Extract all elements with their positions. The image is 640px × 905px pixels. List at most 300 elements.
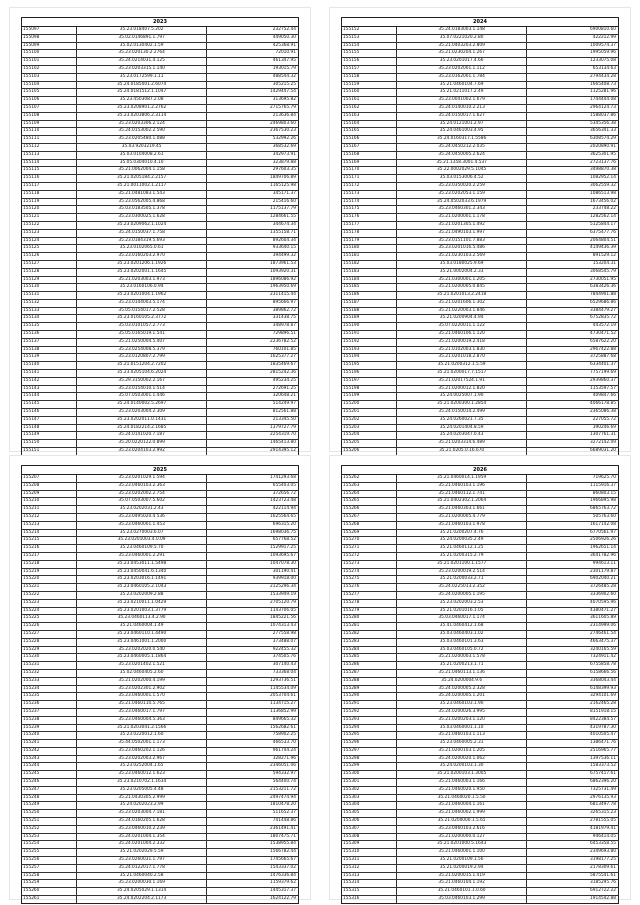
table-row — [342, 865, 618, 873]
table-row — [22, 339, 298, 347]
table-row — [342, 230, 618, 238]
amount-cell: 3068545.79 — [590, 268, 616, 274]
code-cell: 35.23.0270003.6.07 — [77, 530, 207, 537]
amount-cell: 1625564.65 — [270, 513, 296, 519]
row-id-cell: 155105 — [22, 89, 77, 96]
code-cell: 35.24.0203047.0.43 — [397, 432, 527, 439]
amount-cell: 1583373.52 — [590, 763, 616, 769]
row-id-cell: 155131 — [22, 292, 77, 299]
row-id-cell: 155309 — [342, 841, 397, 848]
code-cell: 35.24.0201404.8.59 — [397, 425, 527, 432]
row-id-cell: 155289 — [342, 686, 397, 693]
amount-cell: 213636.84 — [272, 112, 296, 118]
amount-cell: 323879.88 — [272, 159, 296, 165]
row-id-cell: 155316 — [342, 896, 397, 903]
code-cell: 35.21.0151204.2.7202 — [77, 362, 207, 369]
amount-cell: 422114.94 — [272, 506, 296, 512]
table-row — [22, 58, 298, 66]
row-id-cell: 155183 — [342, 269, 397, 276]
amount-cell: 301190.41 — [272, 568, 296, 574]
table-row — [22, 537, 298, 545]
row-id-cell: 155243 — [22, 756, 77, 763]
amount-cell: 1566782.44 — [270, 849, 296, 855]
table-row — [22, 576, 298, 584]
table-row — [22, 175, 298, 183]
code-cell: 35.21.0460104.7.69 — [397, 82, 527, 89]
code-cell: 35.24.0122017.1.778 — [77, 865, 207, 872]
row-id-cell: 155300 — [342, 771, 397, 778]
table-row — [342, 553, 618, 561]
amount-cell: 8151918.15 — [590, 708, 616, 714]
row-id-cell: 155302 — [342, 787, 397, 794]
amount-cell: 2939860.37 — [590, 377, 616, 383]
amount-cell: 6375477.76 — [590, 229, 616, 235]
table-row — [342, 425, 618, 433]
row-id-cell: 155106 — [22, 97, 77, 104]
code-cell: 35.21.0460106.1.120 — [397, 331, 527, 338]
code-cell: 35.23.0204103.2.992 — [77, 448, 207, 455]
amount-cell: 1744444.08 — [590, 97, 616, 103]
table-row — [22, 530, 298, 538]
amount-cell: 1624122.79 — [270, 896, 296, 902]
row-id-cell: 155099 — [22, 43, 77, 50]
row-id-cell: 155271 — [342, 545, 397, 552]
row-id-cell: 155178 — [342, 230, 397, 237]
amount-cell: 1379727.79 — [270, 424, 296, 430]
data-table — [341, 17, 619, 456]
code-cell: 35.23.0210011.1.0429 — [77, 600, 207, 607]
amount-cell: 215416.60 — [272, 198, 296, 204]
table-row — [22, 315, 298, 323]
table-row — [22, 779, 298, 787]
row-id-cell: 155194 — [342, 354, 397, 361]
table-row — [22, 631, 298, 639]
code-cell: 35.24.0225013.2.352 — [397, 584, 527, 591]
code-cell: 35.21.0201013.2.2418 — [397, 292, 527, 299]
amount-cell: 213345.50 — [272, 416, 296, 422]
amount-cell: 305215.25 — [272, 81, 296, 87]
row-id-cell: 155254 — [22, 841, 77, 848]
row-id-cell: 155181 — [342, 253, 397, 260]
code-cell: 35.21.0403203.2.809 — [397, 43, 527, 50]
row-id-cell: 155215 — [22, 537, 77, 544]
amount-cell: 2125296.34 — [270, 584, 296, 590]
table-row — [22, 763, 298, 771]
amount-cell: 232752.44 — [272, 27, 296, 32]
table-row — [342, 810, 618, 818]
code-cell: 35.23.0220012.1.60 — [77, 732, 207, 739]
table-row — [342, 662, 618, 670]
row-id-cell: 155138 — [22, 347, 77, 354]
amount-cell: 1617142.08 — [590, 521, 616, 527]
code-cell: 35.21.0460004.1.49 — [77, 623, 207, 630]
row-id-cell: 155207 — [22, 475, 77, 482]
amount-cell: 505763.60 — [592, 513, 616, 519]
row-id-cell: 155185 — [342, 284, 397, 291]
table-row — [342, 725, 618, 733]
row-id-cell: 155209 — [22, 491, 77, 498]
code-cell: 35.24.0121001.2.97 — [397, 121, 527, 128]
amount-cell: 729896.51 — [272, 331, 296, 337]
code-cell: 35.05.0154017.2.528 — [77, 308, 207, 315]
amount-cell: 3185295.76 — [590, 880, 616, 886]
table-row — [342, 576, 618, 584]
amount-cell: 891529.12 — [592, 253, 616, 259]
amount-cell: 1093920.31 — [270, 268, 296, 274]
table-row — [342, 128, 618, 136]
code-cell: 35.21.0460103.1.978 — [397, 522, 527, 529]
row-id-cell: 155225 — [22, 615, 77, 622]
row-id-cell: 155272 — [342, 553, 397, 560]
code-cell: 35.23.0201003.4.0.09 — [77, 537, 207, 544]
table-row — [342, 214, 618, 222]
code-cell: 35.21.0200103.1.3005 — [397, 771, 527, 778]
table-row — [342, 545, 618, 553]
amount-cell: 892604.34 — [272, 237, 296, 243]
amount-cell: 1145534.09 — [270, 685, 296, 691]
table-row — [22, 35, 298, 43]
table-row — [342, 600, 618, 608]
amount-cell: 227055.72 — [592, 416, 616, 422]
row-id-cell: 155246 — [22, 779, 77, 786]
row-id-cell: 155297 — [342, 748, 397, 755]
table-row — [22, 826, 298, 834]
amount-cell: 6813497.78 — [590, 802, 616, 808]
amount-cell: 946414.05 — [592, 833, 616, 839]
amount-cell: 4380471.27 — [590, 607, 616, 613]
amount-cell: 6529686.86 — [590, 299, 616, 305]
code-cell: 35.07.0221020.2.80 — [397, 35, 527, 42]
code-cell: 35.23.0201004.1.1962 — [77, 292, 207, 299]
table-row — [342, 253, 618, 261]
row-id-cell: 155198 — [342, 386, 397, 393]
row-id-cell: 155270 — [342, 537, 397, 544]
table-row — [22, 748, 298, 756]
amount-cell: 1175137.79 — [270, 206, 296, 212]
amount-cell: 895666.97 — [272, 299, 296, 305]
amount-cell: 466533.70 — [272, 740, 296, 746]
row-id-cell: 155234 — [22, 686, 77, 693]
table-row — [22, 600, 298, 608]
code-cell: 35.21.0102003.1.830 — [397, 347, 527, 354]
table-row — [342, 491, 618, 499]
row-id-cell: 155229 — [22, 647, 77, 654]
amount-cell: 594332.97 — [272, 771, 296, 777]
code-cell: 35.21.0481083.1.543 — [77, 191, 207, 198]
amount-cell: 2178309.61 — [590, 864, 616, 870]
code-cell: 35.24.0140002.5.2697 — [77, 401, 207, 408]
row-id-cell: 155237 — [22, 709, 77, 716]
amount-cell: 297603.35 — [272, 167, 296, 173]
row-id-cell: 155285 — [342, 654, 397, 661]
row-id-cell: 155248 — [22, 795, 77, 802]
code-cell: 35.23.0205005.4.48 — [77, 787, 207, 794]
table-row — [22, 308, 298, 316]
amount-cell: 1995059.96 — [590, 50, 616, 56]
amount-cell: 2053704.61 — [270, 693, 296, 699]
row-id-cell: 155186 — [342, 292, 397, 299]
code-cell: 35.23.0102065.0.61 — [77, 245, 207, 252]
code-cell: 35.23.0203306.2.124 — [77, 121, 207, 128]
row-id-cell: 155176 — [342, 214, 397, 221]
table-row — [22, 230, 298, 238]
code-cell: 35.07.0220011.1.122 — [397, 323, 527, 330]
code-cell: 35.21.0300001.1.205 — [397, 277, 527, 284]
code-cell: 35.21.0460103.1.196 — [397, 483, 527, 490]
table-row — [22, 144, 298, 152]
amount-cell: 6902040.21 — [590, 576, 616, 582]
table-row — [342, 113, 618, 121]
amount-cell: 1115916.37 — [590, 482, 616, 488]
row-id-cell: 155232 — [22, 670, 77, 677]
amount-cell: 6383426.36 — [590, 284, 616, 290]
amount-cell: 564400.74 — [272, 779, 296, 785]
table-row — [22, 269, 298, 277]
table-row — [22, 678, 298, 686]
row-id-cell: 155144 — [22, 393, 77, 400]
code-cell: 35.03.0183505.1.378 — [77, 206, 207, 213]
code-cell: 35.23.0460110.1.4490 — [77, 631, 207, 638]
row-id-cell: 155167 — [342, 144, 397, 151]
table-row — [22, 771, 298, 779]
table-row — [22, 841, 298, 849]
table-row — [22, 82, 298, 90]
amount-cell: 153204.31 — [592, 260, 616, 266]
amount-cell: 1093695.67 — [270, 552, 296, 558]
row-id-cell: 155265 — [342, 498, 397, 505]
table-row — [22, 654, 298, 662]
table-row — [342, 857, 618, 865]
amount-cell: 3272142.09 — [590, 440, 616, 446]
row-id-cell: 155152 — [342, 27, 397, 34]
row-id-cell: 155214 — [22, 530, 77, 537]
row-id-cell: 155123 — [22, 230, 77, 237]
table-row — [22, 506, 298, 514]
row-id-cell: 155305 — [342, 810, 397, 817]
table-row — [342, 514, 618, 522]
row-id-cell: 155292 — [342, 709, 397, 716]
code-cell: 35.07.0503007.5.602 — [77, 498, 207, 505]
code-cell: 35.21.0460113.1.136 — [397, 670, 527, 677]
table-row — [22, 795, 298, 803]
row-id-cell: 155126 — [22, 253, 77, 260]
amount-cell: 4149436.39 — [590, 245, 616, 251]
amount-cell: 1807475.71 — [270, 833, 296, 839]
table-row — [342, 27, 618, 35]
table-row — [342, 339, 618, 347]
code-cell: 35.05.0165019.1.541 — [77, 331, 207, 338]
table-row — [342, 58, 618, 66]
amount-cell: 1086513.98 — [590, 190, 616, 196]
table-row — [22, 89, 298, 97]
row-id-cell: 155147 — [22, 417, 77, 424]
row-id-cell: 155130 — [22, 284, 77, 291]
code-cell: 35.21.02017524.1.91 — [397, 378, 527, 385]
code-cell: 35.23.0144003.5.174 — [77, 300, 207, 307]
table-row — [342, 315, 618, 323]
table-row — [342, 802, 618, 810]
amount-cell: 5345356.38 — [590, 120, 616, 126]
code-cell: 35.21.0490103.1.997 — [397, 230, 527, 237]
code-cell: 35.21.0460101.1.0.60 — [397, 888, 527, 895]
code-cell: 35.21.0202029.5.59 — [77, 849, 207, 856]
code-cell: 35.23.0041002.1.679 — [397, 97, 527, 104]
row-id-cell: 155223 — [22, 600, 77, 607]
row-id-cell: 155097 — [22, 27, 77, 34]
code-cell: 35.23.0453011.1.5498 — [77, 561, 207, 568]
table-row — [342, 771, 618, 779]
table-row — [22, 514, 298, 522]
amount-cell: 6755858.78 — [590, 662, 616, 668]
row-id-cell: 155125 — [22, 245, 77, 252]
row-id-cell: 155108 — [22, 113, 77, 120]
table-row — [342, 623, 618, 631]
code-cell: 35.21.0200015.1.419 — [397, 873, 527, 880]
row-id-cell: 155228 — [22, 639, 77, 646]
amount-cell: 1963950.69 — [270, 284, 296, 290]
row-id-cell: 155310 — [342, 849, 397, 856]
row-id-cell: 155172 — [342, 183, 397, 190]
code-cell: 35.05.0304010.4.10 — [77, 160, 207, 167]
table-row — [22, 647, 298, 655]
amount-cell: 4663475.37 — [590, 638, 616, 644]
amount-cell: 1125281.96 — [590, 89, 616, 95]
amount-cell: 939918.00 — [272, 576, 296, 582]
code-cell: 35.03.9203219.45 — [77, 144, 207, 151]
amount-cell: 1810478.20 — [270, 802, 296, 808]
code-cell: 35.21.0200203.1.120 — [397, 717, 527, 724]
row-id-cell: 155298 — [342, 756, 397, 763]
code-cell: 35.03.0153006.4.52 — [397, 175, 527, 182]
table-row — [342, 323, 618, 331]
row-id-cell: 155180 — [342, 245, 397, 252]
amount-cell: 2153211.72 — [270, 786, 296, 792]
code-cell: 35.23.0460103.2.363 — [77, 483, 207, 490]
code-cell: 35.21.0460303.1.661 — [397, 506, 527, 513]
table-row — [342, 763, 618, 771]
row-id-cell: 155257 — [22, 865, 77, 872]
row-id-cell: 155134 — [22, 315, 77, 322]
amount-cell: 4010505.47 — [590, 732, 616, 738]
amount-cell: 390246.69 — [592, 424, 616, 430]
amount-cell: 719625.70 — [592, 475, 616, 480]
code-cell: 35.44.0502001.1.173 — [77, 740, 207, 747]
amount-cell: 1284661.55 — [270, 214, 296, 220]
code-cell: 35.21.0205.0.16.670 — [397, 448, 527, 455]
code-cell: 35.21.0200300.1.2854 — [397, 401, 527, 408]
code-cell: 35.24.0202023.2.99 — [77, 802, 207, 809]
code-cell: 35.21.0200033.2.71 — [397, 576, 527, 583]
row-id-cell: 155142 — [22, 378, 77, 385]
code-cell: 35.21.0460003.1.166 — [397, 779, 527, 786]
table-row — [22, 448, 298, 455]
amount-cell: 3336902.60 — [590, 591, 616, 597]
code-cell: 35.23.0201206.1.1926 — [77, 261, 207, 268]
table-row — [22, 717, 298, 725]
amount-cell: 1745665.67 — [270, 857, 296, 863]
row-id-cell: 155112 — [22, 144, 77, 151]
code-cell: 35.21.0460040.2.58 — [77, 873, 207, 880]
code-cell: 35.24.0202204.2.1173 — [77, 896, 207, 903]
amount-cell: 6334401.37 — [590, 362, 616, 368]
amount-cell: 1307761.31 — [590, 432, 616, 438]
row-id-cell: 155132 — [22, 300, 77, 307]
table-row — [22, 206, 298, 214]
row-id-cell: 155242 — [22, 748, 77, 755]
amount-cell: 2346051.06 — [270, 763, 296, 769]
amount-cell: 2301179.87 — [590, 568, 616, 574]
row-id-cell: 155184 — [342, 277, 397, 284]
code-cell: 35.20.0220122.0.899 — [77, 440, 207, 447]
code-cell: 35.24.0183003.1.148 — [397, 27, 527, 34]
amount-cell: 1625377.27 — [270, 354, 296, 360]
row-id-cell: 155199 — [342, 393, 397, 400]
row-id-cell: 155299 — [342, 763, 397, 770]
table-row — [22, 545, 298, 553]
row-id-cell: 155113 — [22, 152, 77, 159]
table-row — [22, 623, 298, 631]
amount-cell: 1966895.98 — [590, 498, 616, 504]
code-cell: 35.24.0461003.4.95 — [397, 128, 527, 135]
code-cell: 35.41.0460412.1.68 — [397, 623, 527, 630]
table-row — [22, 662, 298, 670]
table-row — [342, 121, 618, 129]
code-cell: 35.21.0200019.2.418 — [397, 339, 527, 346]
amount-cell: 1673456.02 — [590, 198, 616, 204]
table-row — [342, 561, 618, 569]
row-id-cell: 155141 — [22, 370, 77, 377]
row-id-cell: 155119 — [22, 199, 77, 206]
amount-cell: 394499.32 — [272, 253, 296, 259]
table-row — [342, 66, 618, 74]
row-id-cell: 155205 — [342, 440, 397, 447]
row-id-cell: 155307 — [342, 826, 397, 833]
row-id-cell: 155190 — [342, 323, 397, 330]
table-row — [342, 378, 618, 386]
amount-cell: 3498870.38 — [590, 167, 616, 173]
row-id-cell: 155163 — [342, 113, 397, 120]
amount-cell: 72010.91 — [275, 50, 296, 56]
table-row — [342, 277, 618, 285]
code-cell: 35.21.0200904.4.94 — [397, 315, 527, 322]
code-cell: 35.02.0130402.1.59 — [77, 43, 207, 50]
row-id-cell: 155219 — [22, 569, 77, 576]
amount-cell: 733368.04 — [272, 669, 296, 675]
row-id-cell: 155284 — [342, 647, 397, 654]
row-id-cell: 155226 — [22, 623, 77, 630]
table-row — [342, 647, 618, 655]
table-row — [22, 292, 298, 300]
code-cell: 35.23.0200019.2.514 — [397, 569, 527, 576]
amount-cell: 5125844.17 — [590, 221, 616, 227]
code-cell: 35.23.0202301.2.902 — [77, 686, 207, 693]
amount-cell: 741448.86 — [272, 818, 296, 824]
code-cell: 35.24.0185001.2.6074 — [77, 82, 207, 89]
amount-cell: 6752835.72 — [590, 315, 616, 321]
table-row — [22, 409, 298, 417]
code-cell: 35.23.0203806.2.3114 — [77, 113, 207, 120]
amount-cell: 389862.72 — [272, 307, 296, 313]
table-row — [22, 802, 298, 810]
amount-cell: 6912722.22 — [590, 888, 616, 894]
code-cell: 35.23.0202003.2.53 — [397, 600, 527, 607]
code-cell: 35.23.0203004.2.309 — [77, 409, 207, 416]
code-cell: 35.24.0200020.1.062 — [397, 756, 527, 763]
row-id-cell: 155212 — [22, 514, 77, 521]
table-row — [22, 896, 298, 903]
table-row — [342, 522, 618, 530]
table-row — [22, 670, 298, 678]
